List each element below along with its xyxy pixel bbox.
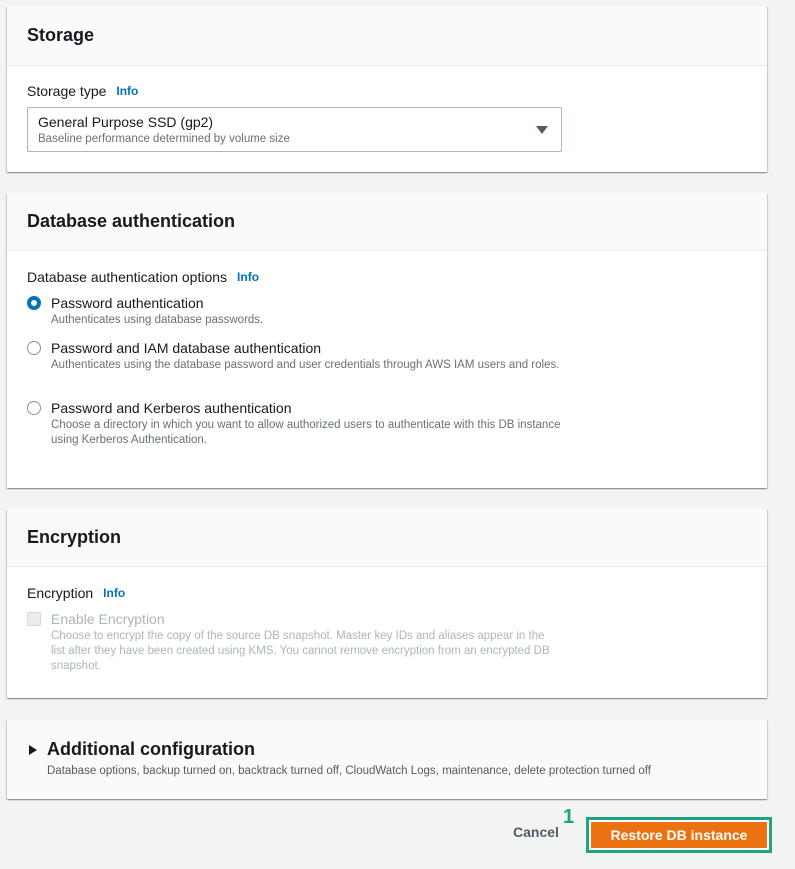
additional-config-desc: Database options, backup turned on, backtrack turned off, CloudWatch Logs, maintenance, delete protection turned off	[47, 765, 651, 777]
auth-option-label: Password and IAM database authentication	[51, 340, 322, 356]
storage-type-label-row	[27, 83, 138, 99]
additional-config-toggle[interactable]	[29, 739, 255, 760]
storage-panel	[7, 6, 767, 172]
radio-selected-icon[interactable]	[27, 296, 41, 310]
step-number-badge: 1	[563, 806, 575, 828]
storage-type-value: General Purpose SSD (gp2)	[38, 114, 214, 130]
radio-unselected-icon[interactable]	[27, 401, 41, 415]
enable-encryption-option	[27, 610, 587, 674]
encryption-panel	[7, 509, 767, 698]
storage-info-link[interactable]: Info	[116, 84, 139, 98]
auth-info-link[interactable]: Info	[237, 270, 260, 284]
auth-option-label: Password and Kerberos authentication	[51, 400, 292, 416]
encryption-body	[7, 567, 767, 697]
auth-option-desc: Authenticates using the database password and user credentials through AWS IAM users and roles.	[51, 359, 560, 371]
encryption-label-row	[27, 585, 125, 601]
restore-button-highlight	[586, 817, 772, 853]
storage-type-desc: Baseline performance determined by volume size	[38, 133, 290, 145]
checkbox-disabled-icon	[27, 612, 41, 626]
auth-option-password[interactable]	[27, 294, 587, 328]
enable-encryption-label: Enable Encryption	[51, 611, 165, 627]
storage-title: Storage	[27, 25, 95, 45]
auth-options-label: Database authentication options	[27, 269, 228, 285]
cancel-button[interactable]: Cancel	[513, 824, 559, 840]
auth-body	[7, 251, 767, 487]
storage-type-select[interactable]	[27, 107, 562, 152]
encryption-label: Encryption	[27, 585, 94, 601]
auth-option-iam[interactable]	[27, 339, 587, 373]
encryption-title: Encryption	[27, 527, 122, 547]
caret-down-icon	[536, 126, 548, 134]
additional-config-panel	[7, 720, 767, 799]
storage-body	[7, 66, 767, 171]
restore-db-instance-button[interactable]: Restore DB instance	[591, 822, 767, 848]
storage-type-label: Storage type	[27, 83, 107, 99]
radio-unselected-icon[interactable]	[27, 341, 41, 355]
auth-options-label-row	[27, 269, 259, 285]
storage-header	[7, 6, 767, 66]
auth-option-kerberos[interactable]	[27, 399, 587, 448]
auth-header	[7, 193, 767, 251]
enable-encryption-desc: Choose to encrypt the copy of the source DB snapshot. Master key IDs and aliases appear in the list after they have been created using KMS. You cannot remove encryption from an encrypted DB snapshot.	[51, 630, 550, 672]
auth-option-desc: Authenticates using database passwords.	[51, 314, 264, 326]
auth-title: Database authentication	[27, 211, 236, 231]
auth-option-desc: Choose a directory in which you want to allow authorized users to authenticate with this DB instance using Kerberos Authentication.	[51, 419, 561, 446]
encryption-info-link[interactable]: Info	[103, 586, 126, 600]
encryption-header	[7, 509, 767, 567]
auth-option-label: Password authentication	[51, 295, 204, 311]
auth-panel	[7, 193, 767, 488]
additional-config-title: Additional configuration	[47, 739, 255, 759]
caret-right-icon	[29, 745, 37, 755]
